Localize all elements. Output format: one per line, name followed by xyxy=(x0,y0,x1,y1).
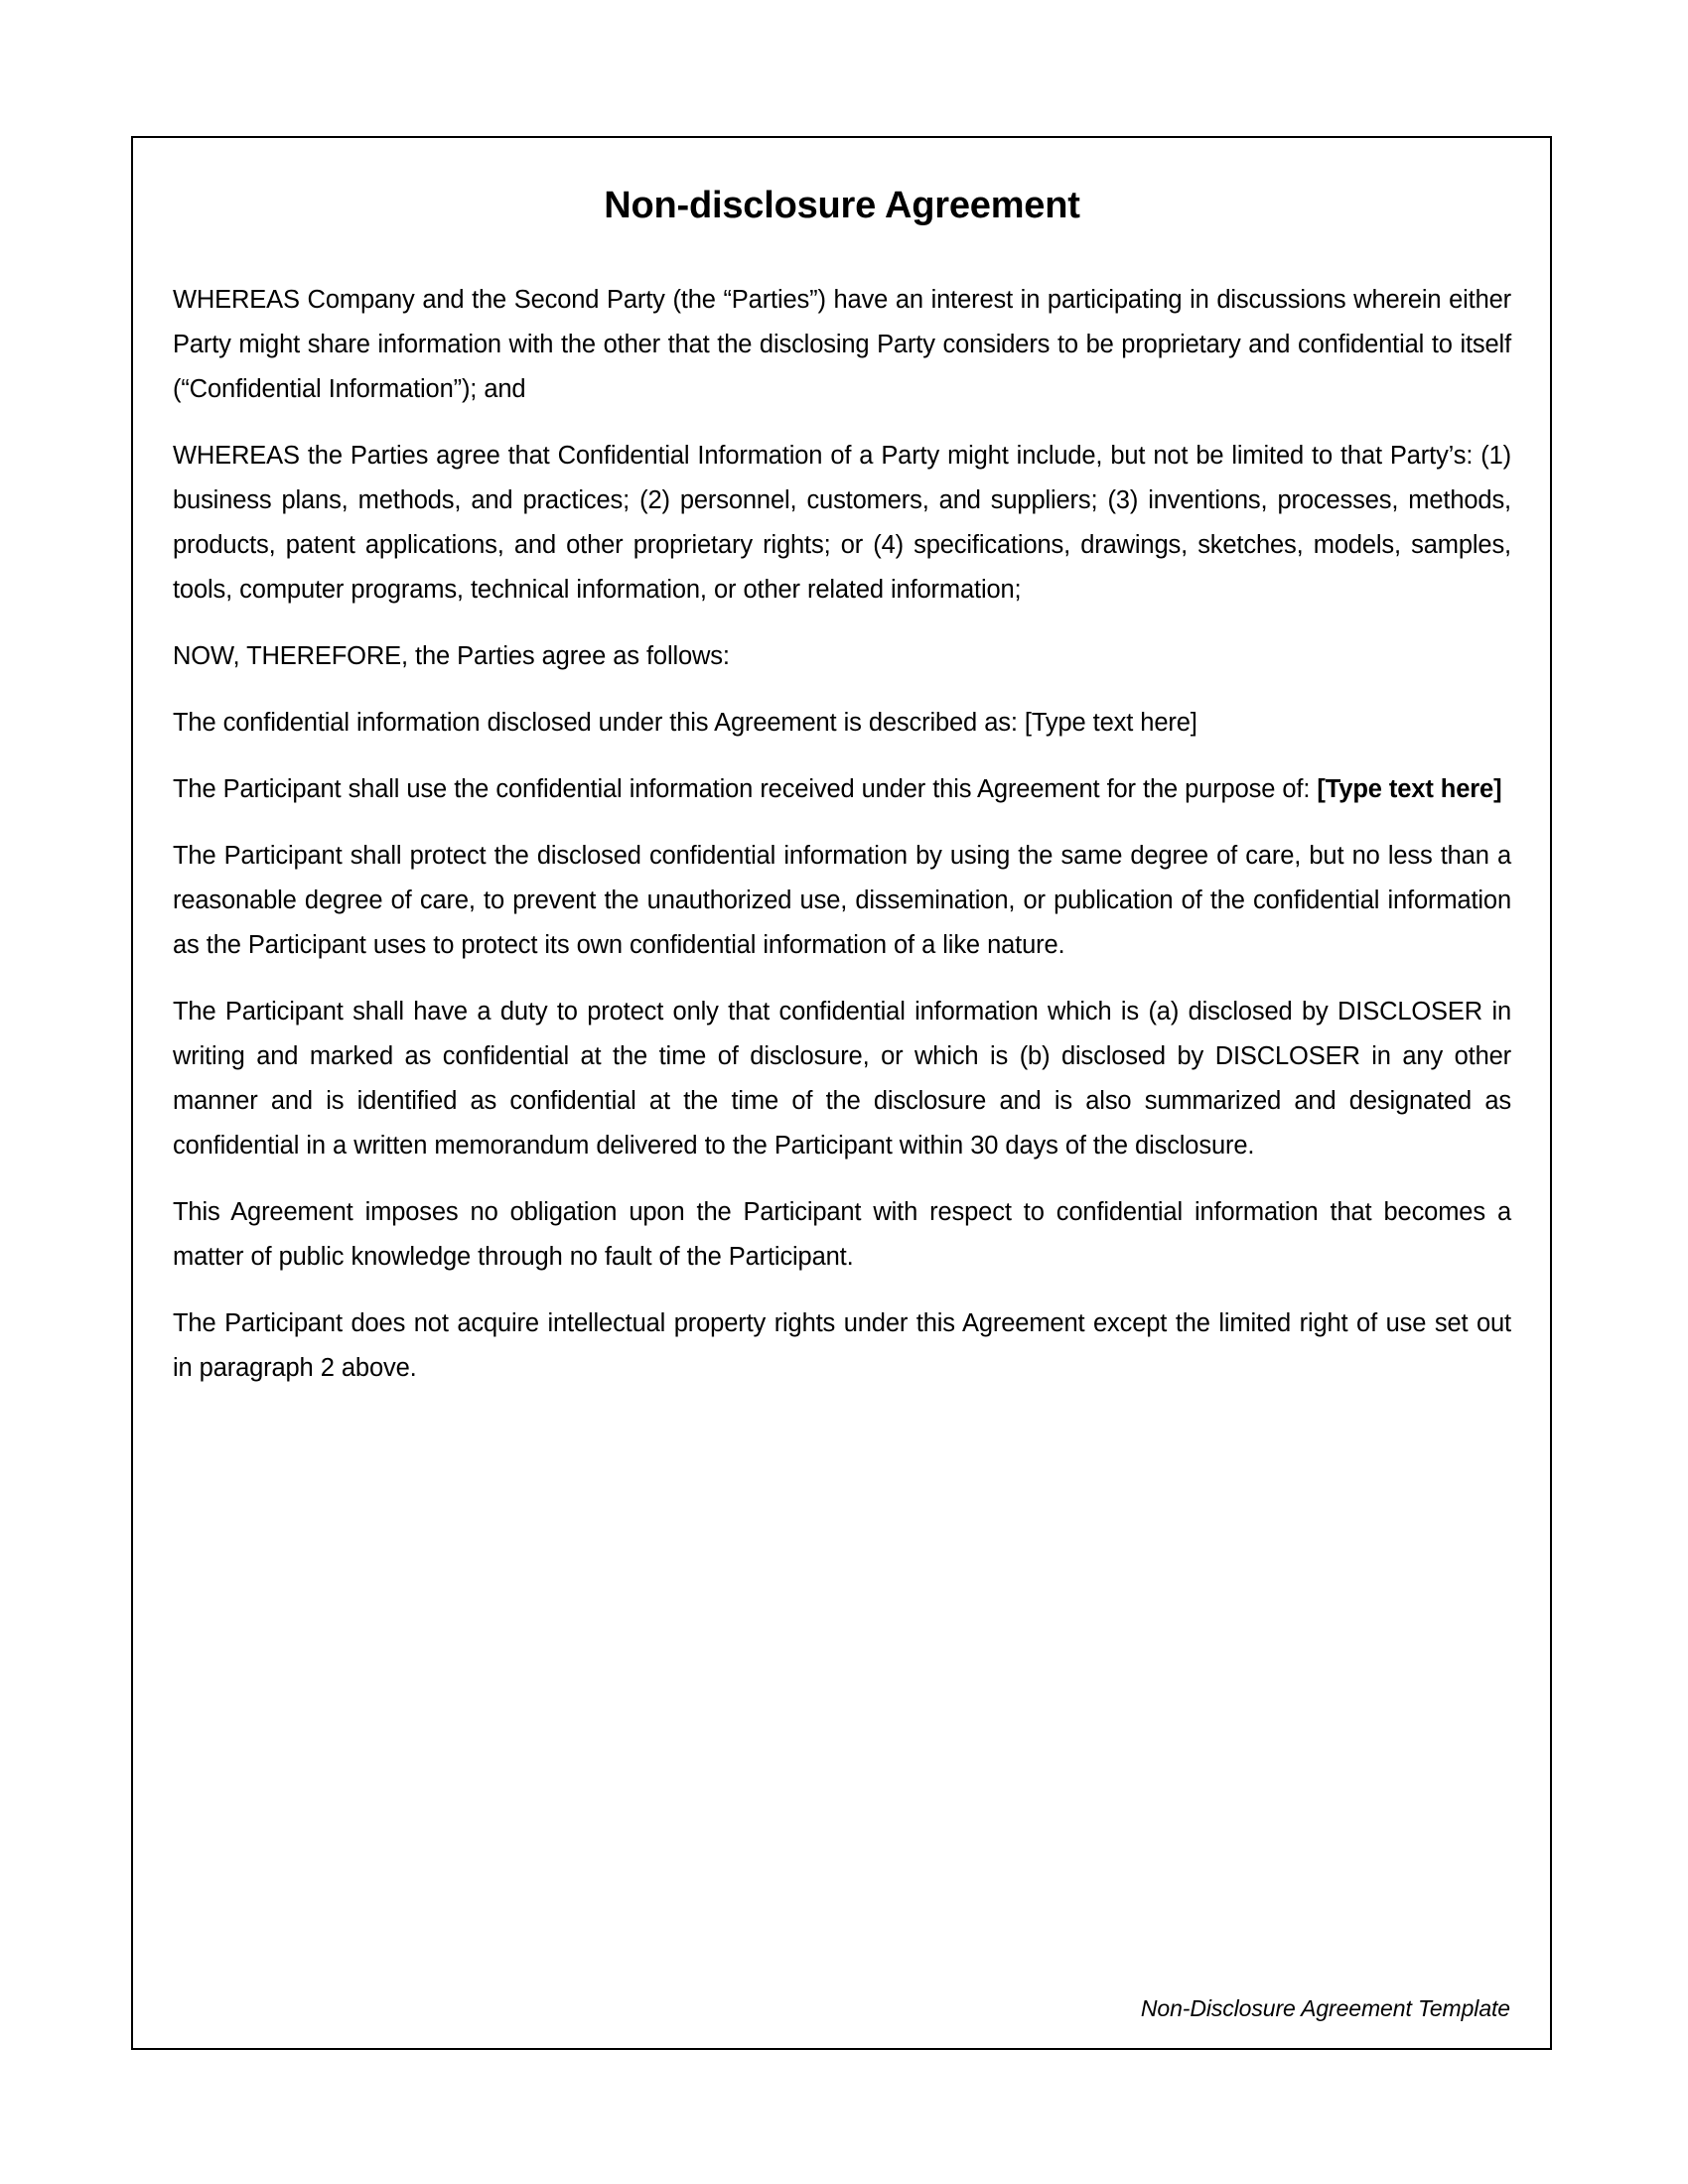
paragraph-whereas-parties-interest: WHEREAS Company and the Second Party (the “Parties”) have an interest in participating in discussions wherein either Party might share information with the other that the disclosing Party considers to be proprietary and confidential to itself (“Confidential Information”); and xyxy=(173,285,1511,403)
page-content-area xyxy=(173,138,1511,2048)
paragraph-now-therefore: NOW, THEREFORE, the Parties agree as follows: xyxy=(173,641,730,670)
paragraph-duty-to-protect: The Participant shall have a duty to protect only that confidential information which is (a) disclosed by DISCLOSER in writing and marked as confidential at the time of disclosure, or which is (b) disclosed by DISCLOSER in any other manner and is identified as confidential at the time of the disclosure and is also summarized and designated as confidential in a written memorandum delivered to the Participant within 30 days of the disclosure. xyxy=(173,997,1511,1160)
paragraph-described-as: The confidential information disclosed under this Agreement is described as: [Type text here] xyxy=(173,708,1197,737)
paragraph-whereas-confidential-includes: WHEREAS the Parties agree that Confidential Information of a Party might include, but not be limited to that Party’s: (1) business plans, methods, and practices; (2) personnel, customers, and suppliers; (3) inventions, processes, methods, products, patent applications, and other proprietary rights; or (4) specifications, drawings, sketches, models, samples, tools, computer programs, technical information, or other related information; xyxy=(173,441,1511,604)
document-page xyxy=(131,136,1552,2050)
paragraph-degree-of-care: The Participant shall protect the disclosed confidential information by using the same degree of care, but no less than a reasonable degree of care, to prevent the unauthorized use, dissemination, or publication of the confidential information as the Participant uses to protect its own confidential information of a like nature. xyxy=(173,841,1511,959)
page-title: Non-disclosure Agreement xyxy=(604,185,1080,226)
document-body xyxy=(173,278,1511,1391)
paragraph-no-ip-rights: The Participant does not acquire intellectual property rights under this Agreement except the limited right of use set out in paragraph 2 above. xyxy=(173,1308,1511,1382)
purpose-placeholder-field: [Type text here] xyxy=(1317,774,1502,803)
paragraph-no-obligation-public-knowledge: This Agreement imposes no obligation upon the Participant with respect to confidential information that becomes a matter of public knowledge through no fault of the Participant. xyxy=(173,1197,1511,1271)
page-footer: Non-Disclosure Agreement Template xyxy=(1140,1995,1510,2021)
paragraph-purpose-of xyxy=(173,767,1511,812)
paragraph-purpose-of-lead-text: The Participant shall use the confidential information received under this Agreement for the purpose of: xyxy=(173,774,1318,803)
